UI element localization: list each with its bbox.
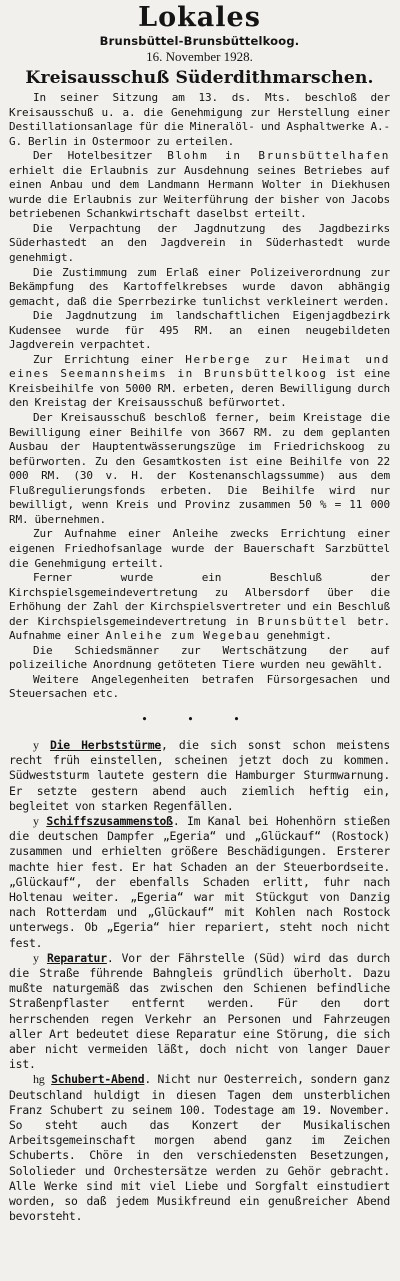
masthead-date: 16. November 1928. [146, 49, 253, 64]
article-paragraph [9, 411, 390, 527]
article-paragraph [9, 91, 390, 149]
emphasized-text: Blohm in Brunsbüttelhafen [167, 149, 390, 163]
paragraph-text: genehmigt. [260, 629, 332, 643]
news-item [9, 814, 390, 951]
paragraph-text: Weitere Angelegenheiten betrafen Fürsorgesachen und Steuersachen etc. [9, 672, 390, 701]
news-text: , die sich sonst schon meistens recht früh einstellen, scheinen jetzt doch zu kommen. Südweststurm lautete gestern die Hamburger Sturmwarnung. Er setzte gestern abend auch ziemlich heftig ein, begleitet von starken Regenfällen. [9, 737, 390, 813]
paragraph-text: Die Zustimmung zum Erlaß einer Polizeiverordnung zur Bekämpfung des Kartoffelkrebses wurde davon abhängig gemacht, daß die Sperrbezirke tunlichst verkleinert werden. [9, 265, 390, 308]
masthead-title: Lokales [138, 2, 261, 33]
paragraph-text: Ferner wurde ein Beschluß der Kirchspielsgemeindevertretung zu Albersdorf über die Erhöhung der Zahl der Kirchspielsvertreter und ein Beschluß der Kirchspielsgemeindevertretung in [9, 571, 390, 628]
article-paragraph [9, 353, 390, 411]
article-paragraph [9, 673, 390, 702]
paragraph-text: Die Schiedsmänner zur Wertschätzung der auf polizeiliche Anordnung getöteten Tiere wurden neu gewählt. [9, 643, 390, 672]
paragraph-text: Die Jagdnutzung im landschaftlichen Eigenjagdbezirk Kudensee wurde für 495 RM. an einen neugebildeten Jagdverein verpachtet. [9, 309, 390, 352]
article-paragraph [9, 222, 390, 266]
paragraph-text: erhielt die Erlaubnis zur Ausdehnung seines Betriebes auf einen Anbau und dem Landmann Hermann Wolter in Diekhusen wurde die Erlaubnis zur Weiterführung der bisher von Jacobs betriebenen Schankwirtschaft daselbst erteilt. [9, 163, 390, 221]
paragraph-text: Zur Aufnahme einer Anleihe zwecks Errichtung einer eigenen Friedhofsanlage wurde der Bauerschaft Sarzbüttel die Genehmigung erteilt. [9, 527, 390, 570]
news-keyword: Schiffszusammenstoß [46, 813, 173, 828]
paragraph-text: ist eine Kreisbeihilfe von 5000 RM. erbeten, deren Bewilligung durch den Kreistag der Kreisausschuß befürwortet. [9, 367, 390, 410]
paragraph-text: Die Verpachtung der Jagdnutzung des Jagdbezirks Süderhastedt an den Jagdverein in Süderhastedt wurde genehmigt. [9, 221, 390, 265]
paragraph-text: In seiner Sitzung am 13. ds. Mts. beschloß der Kreisausschuß u. a. die Genehmigung zur Herstellung einer Destillationsanlage für die Mineralöl- und Asphaltwerke A.-G. Berlin in Ostermoor zu erteilen. [9, 91, 390, 148]
emphasized-text: Anleihe zum Wegebau [105, 629, 261, 643]
news-item [9, 738, 390, 814]
article-paragraph [9, 309, 390, 353]
news-item [9, 951, 390, 1073]
emphasized-text: Brunsbüttel [257, 614, 349, 628]
news-keyword: Die Herbststürme [49, 737, 162, 752]
paragraph-text: Der Hotelbesitzer [33, 149, 168, 163]
news-keyword: Schubert-Abend [51, 1072, 145, 1087]
news-item [9, 1072, 390, 1224]
article-paragraph [9, 266, 390, 310]
news-text: . Vor der Fährstelle (Süd) wird das durch die Straße führende Bahngleis gründlich überholt. Dazu mußte naturgemäß das zwischen den Schienen befindliche Straßenpflaster entfernt werden. Für den dort herrschenden regen Verkehr an Personen und Fahrzeugen aller Art bedeutet diese Reparatur eine Störung, die sich aber nicht vermeiden läßt, doch nicht von langer Dauer ist. [9, 950, 390, 1072]
emphasized-text: Herberge zur Heimat und eines Seemannsheims in Brunsbüttelkoog [9, 352, 390, 381]
article-paragraph [9, 571, 390, 644]
article-body [9, 91, 390, 702]
masthead [9, 0, 390, 65]
author-tag: hg [33, 1072, 45, 1087]
article-paragraph [9, 644, 390, 673]
author-tag: y [33, 950, 39, 965]
news-text: . Im Kanal bei Hohenhörn stießen die deutschen Dampfer „Egeria“ und „Glückauf“ (Rostock) zusammen und erhielten größere Beschädigungen. Ersterer machte hier fest. Er hat Schaden an der Steuerbordseite. „Glückauf“, der ebenfalls Schaden erlitt, fuhr nach Holtenau weiter. „Egeria“ war mit Stückgut von Danzig nach Rotterdam und „Glückauf“ mit Kohlen nach Rostock unterwegs. Ob „Egeria“ hier repariert, steht noch nicht fest. [9, 813, 390, 950]
article-paragraph [9, 527, 390, 571]
paragraph-text: Zur Errichtung einer [33, 352, 186, 366]
paragraph-text: Der Kreisausschuß beschloß ferner, beim Kreistage die Bewilligung einer Beihilfe von 3667 RM. zu dem geplanten Ausbau der Hauptentwässerungszüge im Friedrichskoog zu befürworten. Zu den Gesamtkosten ist eine Beihilfe von 22 000 RM. (30 v. H. der Kostenanschlagssumme) aus dem Flußregulierungsfonds erbeten. Die Beihilfe wird nur bewilligt, wenn Kreis und Provinz zusammen 50 % = 11 000 RM. übernehmen. [9, 411, 390, 526]
masthead-place: Brunsbüttel-Brunsbüttelkoog. [99, 34, 300, 48]
author-tag: y [33, 737, 39, 752]
author-tag: y [33, 813, 39, 828]
paragraph-text: betr. Aufnahme einer [9, 614, 390, 643]
section-divider: • • • [141, 712, 258, 726]
article-paragraph [9, 149, 390, 222]
news-keyword: Reparatur [46, 950, 107, 965]
article-headline: Kreisausschuß Süderdithmarschen. [25, 68, 374, 88]
news-items [9, 738, 390, 1225]
news-text: . Nicht nur Oesterreich, sondern ganz Deutschland huldigt in diesen Tagen dem unsterblichen Franz Schubert zu seinem 100. Todestage am 19. November. So steht auch das Konzert der Musikalischen Arbeitsgemeinschaft morgen abend ganz im Zeichen Schuberts. Chöre in den verschiedensten Besetzungen, Sololieder und Orchestersätze werden zu Gehör gebracht. Alle Werke sind mit viel Liebe und Sorgfalt einstudiert worden, so daß jedem Musikfreund ein genußreicher Abend bevorsteht. [9, 1072, 391, 1224]
